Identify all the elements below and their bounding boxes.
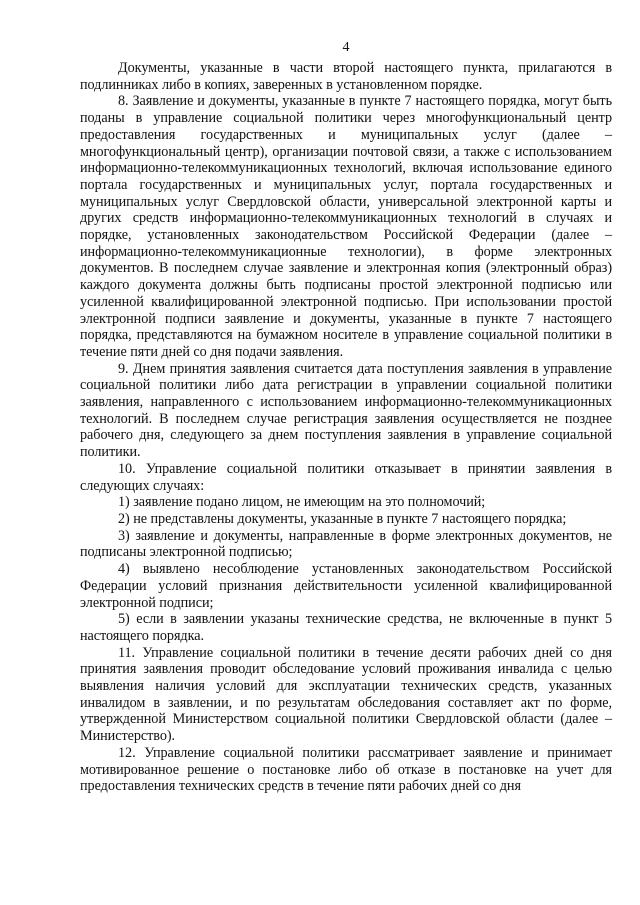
list-item-4: 4) выявлено несоблюдение установленных законодательством Российской Федерации условий признания действительности усиленной квалифицированной электронной подписи; [80, 561, 612, 611]
paragraph-attachments: Документы, указанные в части второй настоящего пункта, прилагаются в подлинниках либо в копиях, заверенных в установленном порядке. [80, 60, 612, 93]
page-number: 4 [342, 40, 350, 55]
document-page [80, 40, 612, 795]
paragraph-12-decision: 12. Управление социальной политики рассматривает заявление и принимает мотивированное решение о постановке либо об отказе в постановке на учет для предоставления технических средств в течение пяти рабочих дней со дня [80, 744, 612, 795]
list-item-3: 3) заявление и документы, направленные в форме электронных документов, не подписаны электронной подписью; [80, 527, 612, 561]
list-item-2: 2) не представлены документы, указанные в пункте 7 настоящего порядка; [118, 510, 567, 527]
list-item-1: 1) заявление подано лицом, не имеющим на это полномочий; [118, 494, 486, 511]
paragraph-8-submission: 8. Заявление и документы, указанные в пункте 7 настоящего порядка, могут быть поданы в управление социальной политики через многофункциональный центр предоставления государственных и муниципальных услуг (далее – многофункциональный центр), организации почтовой связи, а также с использованием информационно-телекоммуникационных технологий, включая использование единого портала государственных и муниципальных услуг, портала государственных и муниципальных услуг Свердловской области, универсальной электронной карты и других средств информационно-телекоммуникационных технологий в случаях и порядке, установленных законодательством Российской Федерации (далее – информационно-телекоммуникационные технологии), в форме электронных документов. В последнем случае заявление и электронная копия (электронный образ) каждого документа должны быть подписаны простой электронной подписью или усиленной квалифицированной электронной подписью. При использовании простой электронной подписи заявление и документы, указанные в пункте 7 настоящего порядка, представляются на бумажном носителе в управление социальной политики в течение пяти дней со дня подачи заявления. [80, 93, 612, 360]
paragraph-9-acceptance-date: 9. Днем принятия заявления считается дата поступления заявления в управление социальной политики либо дата регистрации в управлении социальной политики заявления, направленного с использованием информационно-телекоммуникационных технологий. В последнем случае регистрация заявления осуществляется не позднее рабочего дня, следующего за днем поступления заявления в управление социальной политики. [80, 360, 612, 461]
list-item-5: 5) если в заявлении указаны технические средства, не включенные в пункт 5 настоящего порядка. [80, 611, 612, 644]
paragraph-11-inspection: 11. Управление социальной политики в течение десяти рабочих дней со дня принятия заявления проводит обследование условий проживания инвалида с целью выявления наличия условий для эксплуатации технических средств, указанных инвалидом в заявлении, и по результатам обследования составляет акт по форме, утвержденной Министерством социальной политики Свердловской области (далее – Министерство). [80, 644, 612, 745]
paragraph-10-refusal: 10. Управление социальной политики отказывает в принятии заявления в следующих случаях: [80, 460, 612, 494]
